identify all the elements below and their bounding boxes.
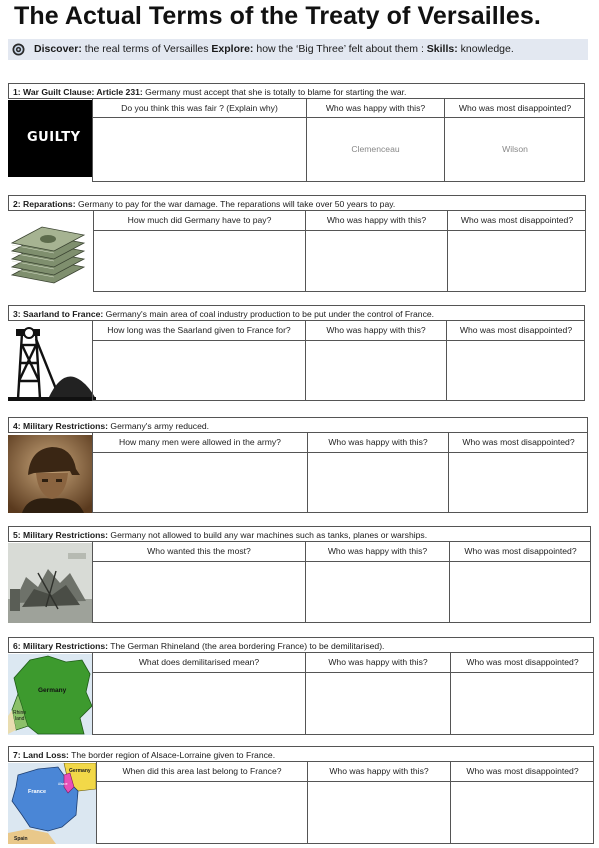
question-cell: Who was most disappointed? [445, 99, 585, 118]
money-stack-image [8, 223, 88, 287]
section-header: 4: Military Restrictions: Germany's army reduced. [8, 417, 588, 433]
soldier-helmet-image [8, 435, 92, 513]
answer-field[interactable] [93, 453, 308, 512]
section-no-war-machines [8, 526, 591, 623]
skills-label: Skills: [426, 43, 458, 55]
map-label-germany: Germany [38, 687, 67, 694]
question-cell: Who was happy with this? [306, 321, 447, 341]
explore-text: how the ‘Big Three’ felt about them : [253, 43, 427, 55]
answer-field[interactable] [93, 673, 306, 734]
answer-field[interactable] [306, 562, 450, 622]
question-grid [92, 321, 585, 401]
question-cell: Who was happy with this? [308, 762, 451, 782]
answer-field[interactable] [308, 453, 449, 512]
question-grid [92, 542, 591, 623]
question-grid [93, 211, 586, 292]
question-cell: How long was the Saarland given to France for? [93, 321, 306, 341]
answer-field[interactable]: Clemenceau [307, 118, 445, 181]
answer-field[interactable] [93, 562, 306, 622]
scrapped-war-machines-image [8, 543, 92, 623]
question-cell: How much did Germany have to pay? [94, 211, 306, 231]
map-label-alsace: Alsace [58, 782, 68, 786]
section-header: 6: Military Restrictions: The German Rhineland (the area bordering France) to be demilitarised). [8, 637, 594, 653]
explore-label: Explore: [211, 43, 254, 55]
map-label-germany: Germany [69, 768, 91, 774]
question-grid [92, 653, 594, 735]
coal-mine-headframe-image [8, 325, 96, 401]
discover-text: the real terms of Versailles [81, 43, 212, 55]
map-label-france: France [28, 789, 47, 795]
guilty-text: GUILTY [27, 130, 81, 145]
skills-text: knowledge. [457, 43, 514, 55]
question-cell: Who was most disappointed? [449, 433, 588, 453]
answer-field[interactable] [93, 341, 306, 400]
section-header: 7: Land Loss: The border region of Alsace-Lorraine given to France. [8, 746, 594, 762]
question-cell: Who was most disappointed? [451, 762, 594, 782]
france-map-image [8, 763, 96, 844]
page-title: The Actual Terms of the Treaty of Versailles. [14, 2, 541, 30]
question-grid [96, 762, 594, 844]
answer-field[interactable] [93, 118, 307, 181]
question-grid [92, 99, 585, 182]
answer-field[interactable] [306, 231, 448, 291]
question-cell: Who was happy with this? [306, 542, 450, 562]
section-war-guilt [8, 83, 585, 182]
question-cell: Who was happy with this? [306, 653, 451, 673]
answer-field[interactable] [308, 782, 451, 843]
question-cell: Who wanted this the most? [93, 542, 306, 562]
section-header: 2: Reparations: Germany to pay for the war damage. The reparations will take over 50 years to pay. [8, 195, 586, 211]
question-grid [92, 433, 588, 513]
section-saarland [8, 305, 585, 401]
learning-objectives-bar [8, 39, 588, 60]
target-icon [12, 43, 25, 56]
objectives-text [34, 39, 514, 60]
question-cell: Who was happy with this? [307, 99, 445, 118]
answer-field[interactable] [449, 453, 588, 512]
section-rhineland [8, 637, 594, 735]
question-cell: Who was most disappointed? [447, 321, 585, 341]
map-label-spain: Spain [14, 836, 28, 842]
answer-field[interactable]: Wilson [502, 144, 528, 154]
map-label-rhine: Rhine [13, 710, 27, 716]
map-label-land: land [15, 716, 25, 722]
section-alsace-lorraine [8, 746, 594, 844]
answer-field[interactable] [451, 673, 594, 734]
answer-field[interactable] [448, 231, 586, 291]
question-cell: Who was happy with this? [308, 433, 449, 453]
answer-field[interactable] [447, 341, 585, 400]
discover-label: Discover: [34, 43, 82, 55]
section-reparations [8, 195, 586, 292]
question-cell: Do you think this was fair ? (Explain why) [93, 99, 307, 118]
answer-field[interactable] [97, 782, 308, 843]
question-cell: Who was most disappointed? [451, 653, 594, 673]
germany-map-image [8, 654, 92, 735]
section-header: 3: Saarland to France: Germany's main area of coal industry production to be put under the control of France. [8, 305, 585, 321]
question-cell: How many men were allowed in the army? [93, 433, 308, 453]
answer-field[interactable] [451, 782, 594, 843]
section-army-reduced [8, 417, 588, 513]
question-cell: What does demilitarised mean? [93, 653, 306, 673]
question-cell: When did this area last belong to France? [97, 762, 308, 782]
guilty-stamp-image [8, 100, 92, 177]
question-cell: Who was most disappointed? [448, 211, 586, 231]
question-cell: Who was happy with this? [306, 211, 448, 231]
section-header: 5: Military Restrictions: Germany not allowed to build any war machines such as tanks, planes or warships. [8, 526, 591, 542]
section-header: 1: War Guilt Clause: Article 231: Germany must accept that she is totally to blame for starting the war. [8, 83, 585, 99]
answer-field[interactable] [94, 231, 306, 291]
question-cell: Who was most disappointed? [450, 542, 591, 562]
answer-field[interactable] [306, 341, 447, 400]
answer-field[interactable] [450, 562, 591, 622]
answer-field[interactable] [306, 673, 451, 734]
